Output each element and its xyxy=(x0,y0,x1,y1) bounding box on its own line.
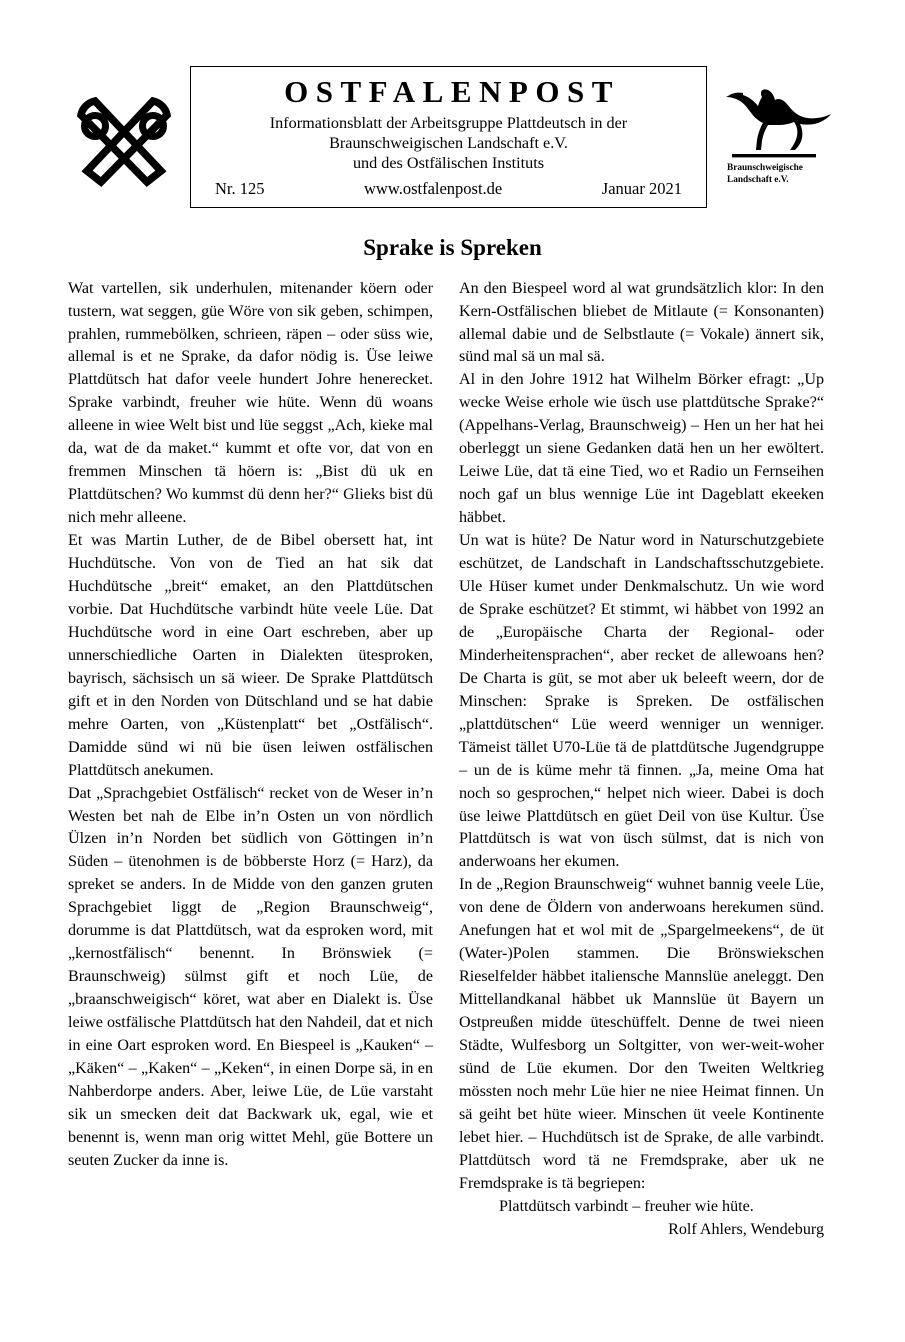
ostfalen-crossed-symbol-icon xyxy=(62,87,186,187)
newsletter-page xyxy=(0,62,905,1342)
article-body xyxy=(68,278,837,1242)
paper-title: OSTFALENPOST xyxy=(284,74,620,109)
paragraph: An den Biespeel word al wat grundsätzlich klor: In den Kern-Ostfälischen bliebet de Mitlaute (= Konsonanten) allemal dabie und de Selbstlaute (= Vokale) ännert sik, sünd mal sä un mal sä. xyxy=(459,279,824,366)
subtitle-line-2: Braunschweigischen Landschaft e.V. xyxy=(329,133,568,152)
masthead-box xyxy=(190,66,707,208)
landschaft-caption-line-2: Landschaft e.V. xyxy=(727,175,789,185)
masthead-footer xyxy=(201,178,696,199)
masthead-subtitle xyxy=(201,114,696,173)
article-title: Sprake is Spreken xyxy=(363,235,542,260)
landschaft-logo-caption xyxy=(711,163,843,186)
byline: Rolf Ahlers, Wendeburg xyxy=(668,1220,824,1238)
paragraph: Wat vartellen, sik underhulen, mitenander köern oder tustern, wat seggen, güe Wöre von sik geben, schimpen, prahlen, rummebölken, schrieen, räpen – oder süss wie, allemal is et ne Sprake, da dafor nödig is. Üse leiwe Plattdütsch hat dafor veele hundert Johre henerecket. Sprake varbindt, freuher wie hüte. Wenn dü woans alleene in wiee Welt bist und lüe seggst „Ach, kieke mal da, wat de da maket.“ kummt et ofte vor, dat von en fremmen Minschen tä höern is: „Bist dü uk en Plattdütschen? Wo kummst dü denn her?“ Glieks bist dü nich mehr alleene. xyxy=(68,279,433,527)
subtitle-line-3: und des Ostfälischen Instituts xyxy=(352,153,545,172)
subtitle-line-1: Informationsblatt der Arbeitsgruppe Plattdeutsch in der xyxy=(269,114,628,133)
paragraph: Dat „Sprachgebiet Ostfälisch“ recket von de Weser in’n Westen bet nah de Elbe in’n Osten un von nördlich Ülzen in’n Norden bet südlich von Göttingen in’n Süden – ütenohmen is de böbberste Horz (= Harz), da spreket se anders. In de Midde von den ganzen gruten Sprachgebiet liggt de „Region Braunschweig“, dorumme is dat Plattdütsch, wat da esproken word, mit „kernostfälisch“ benennt. In Brönswiek (= Braunschweig) sülmst gift et noch Lüe, de „braanschweigisch“ köret, wat aber en Dialekt is. Üse leiwe ostfälische Plattdütsch hat den Nahdeil, dat et nich in eine Oart esproken word. En Biespeel is „Kauken“ – „Käken“ – „Kaken“ – „Keken“, in einen Dorpe sä, in en Nahberdorpe anders. Aber, leiwe Lüe, de Lüe varstaht sik un smecken deit dat Backwark uk, egal, wie et benennt is, wenn man orig wittet Mehl, güe Bottere un seuten Zucker da inne is. xyxy=(68,784,433,1169)
masthead xyxy=(62,62,843,212)
left-column xyxy=(68,278,433,1173)
paragraph: Al in den Johre 1912 hat Wilhelm Börker efragt: „Up wecke Weise erhole wie üsch use plattdütsche Sprake?“ (Appelhans-Verlag, Braunschweig) – Hen un her hat hei oberleggt un siene Gedanken datä hen un her ewöltert. Leiwe Lüe, dat tä eine Tied, wo et Radio un Fernseihen noch gaf un blus wennige Lüe int Dageblatt ekeeken häbbet. xyxy=(459,371,824,527)
right-column xyxy=(459,278,824,1242)
landschaft-caption-line-1: Braunschweigische xyxy=(727,163,803,174)
saxon-horse-icon xyxy=(718,87,836,161)
braunschweigische-landschaft-logo xyxy=(711,87,843,186)
website-link[interactable]: www.ostfalenpost.de xyxy=(364,178,503,198)
closing-line: Plattdütsch varbindt – freuher wie hüte. xyxy=(499,1197,754,1215)
paragraph: Et was Martin Luther, de de Bibel obersett hat, int Huchdütsche. Von von de Tied an hat sik dat Huchdütsche „breit“ emaket, an den Plattdütschen vorbie. Dat Huchdütsche varbindt hüte veele Lüe. Dat Huchdütsche word in eine Oart eschreben, aber up unnerschiedliche Oarten in Dialekten ütesproken, bayrisch, sächsisch un sä wieer. De Sprake Plattdütsch gift et in den Norden von Dütschland und se hat dabie mehre Oarten, von „Küstenplatt“ bet „Ostfälisch“. Damidde sünd wi nü bie üsen leiwen ostfälischen Plattdütsch anekumen. xyxy=(68,532,433,779)
paragraph: In de „Region Braunschweig“ wuhnet bannig veele Lüe, von dene de Öldern von anderwoans herekumen sünd. Anefungen hat et wol mit de „Spargelmeekens“, de üt (Water-)Polen stammen. Die Brönswiekschen Rieselfelder häbbet italiensche Mannslüe aneleggt. Den Mittellandkanal häbbet uk Mannslüe üt Bayern un Ostpreußen midde üteschüffelt. Denne de twei nieen Städte, Wulfesborg un Soltgitter, von wer-weit-woher sünd de Lüe ekumen. Dor den Tweiten Weltkrieg mössten noch mehr Lüe hier ne niee Heimat finnen. Un sä geiht bet hüte wieer. Minschen üt veele Kontinente lebet hier. – Huchdütsch ist de Sprake, de alle varbindt. Plattdütsch word tä ne Fremdsprake, aber uk ne Fremdsprake is tä begriepen: xyxy=(459,876,824,1192)
issue-date: Januar 2021 xyxy=(601,178,682,198)
paragraph: Un wat is hüte? De Natur word in Naturschutzgebiete eschützet, de Landschaft in Landschaftsschutzgebiete. Ule Hüser kumet under Denkmalschutz. Un wie word de Sprake eschützet? Et stimmt, wi häbbet von 1992 an de „Europäische Charta der Regional- oder Minderheitensprachen“, aber recket de allewoans hen? De Charta is güt, se mot aber uk beleeft weern, dor de Minschen: Sprake is Spreken. De ostfälischen „plattdütschen“ Lüe weerd wenniger un wenniger. Tämeist tället U70-Lüe tä de plattdütsche Jugendgruppe – un de is küme mehr tä finnen. „Ja, meine Oma hat noch so gesprochen,“ helpet nich wieer. Dabei is doch üse leiwe Plattdütsch en güet Deil von üse Kultur. Üse Plattdütsch is wat von üsch sülmst, dat is nich von anderwoans her ekumen. xyxy=(459,532,824,871)
issue-number: Nr. 125 xyxy=(215,178,265,198)
